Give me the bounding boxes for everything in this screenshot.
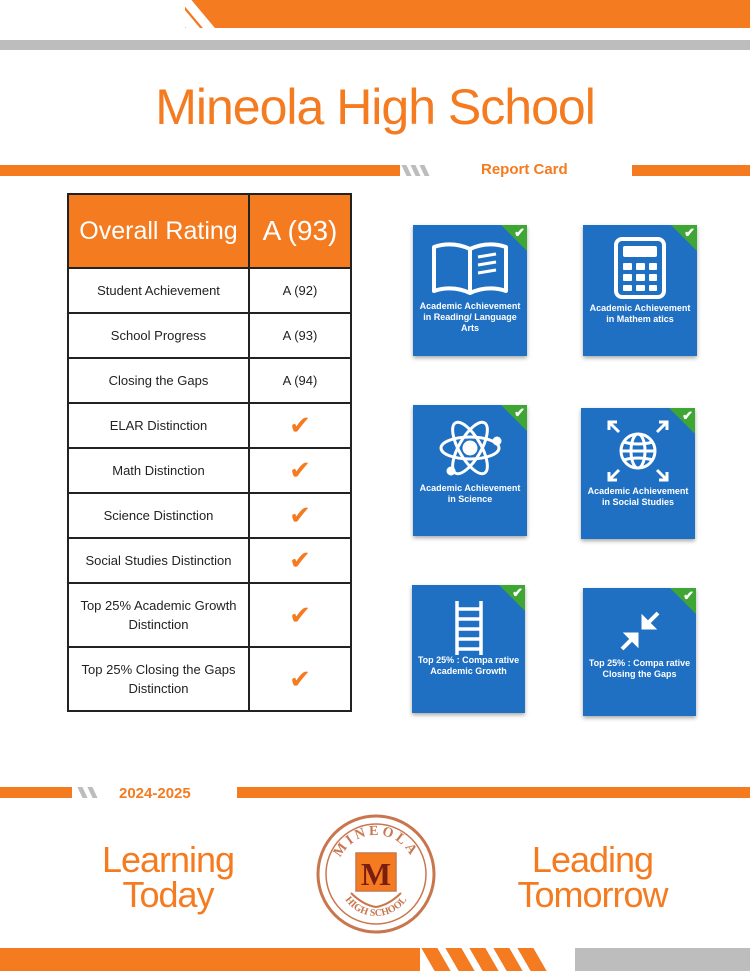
tile-label: Academic Achievement in Reading/ Language Arts — [419, 301, 521, 333]
logo-bottom-text: HIGH SCHOOL — [342, 894, 410, 920]
footer-gray-slash-2 — [87, 787, 97, 798]
tile-science — [413, 405, 527, 536]
table-row — [68, 313, 351, 358]
table-row — [68, 403, 351, 448]
slogan-right — [490, 839, 695, 915]
check-icon: ✔ — [249, 538, 351, 583]
check-icon: ✔ — [249, 403, 351, 448]
check-icon: ✔ — [683, 588, 694, 603]
row-label: Top 25% Closing the Gaps Distinction — [68, 647, 249, 711]
overall-rating-row — [68, 194, 351, 268]
top-white-cut — [0, 0, 185, 28]
bottom-orange-bar — [0, 948, 420, 971]
row-label: Social Studies Distinction — [68, 538, 249, 583]
book-icon — [413, 231, 527, 305]
bottom-gray-bar — [575, 948, 750, 971]
row-label: Math Distinction — [68, 448, 249, 493]
tile-math — [583, 225, 697, 356]
overall-rating-label: Overall Rating — [68, 194, 249, 268]
row-value: A (93) — [249, 313, 351, 358]
stripe-gray-slash-2 — [410, 165, 420, 176]
check-icon: ✔ — [514, 405, 525, 420]
footer-gray-slash-1 — [77, 787, 87, 798]
bottom-slash-4 — [493, 948, 522, 971]
page-title: Mineola High School — [155, 79, 595, 135]
tile-academic-growth — [412, 585, 525, 713]
school-year: 2024-2025 — [119, 785, 191, 802]
tile-closing-gaps — [583, 588, 696, 716]
tile-label: Academic Achievement in Mathem atics — [589, 303, 691, 324]
subtitle-right-stripe — [632, 165, 750, 176]
row-label: Science Distinction — [68, 493, 249, 538]
row-label: Top 25% Academic Growth Distinction — [68, 583, 249, 647]
check-icon: ✔ — [514, 225, 525, 240]
check-icon: ✔ — [249, 448, 351, 493]
stripe-gray-slash-3 — [419, 165, 429, 176]
table-row — [68, 538, 351, 583]
row-value: A (92) — [249, 268, 351, 313]
check-icon: ✔ — [512, 585, 523, 600]
logo-letter: M — [360, 856, 392, 892]
check-icon: ✔ — [684, 225, 695, 240]
footer-right-stripe — [237, 787, 750, 798]
tile-social-studies — [581, 408, 695, 539]
bottom-slash-1 — [421, 948, 450, 971]
ladder-icon — [412, 591, 525, 665]
check-icon: ✔ — [249, 647, 351, 711]
slogan-left-line-2: Today — [122, 874, 214, 915]
table-row — [68, 358, 351, 403]
table-row — [68, 583, 351, 647]
row-label: ELAR Distinction — [68, 403, 249, 448]
tile-reading — [413, 225, 527, 356]
slogan-right-line-1: Leading — [531, 839, 654, 880]
report-card-table — [67, 193, 352, 712]
slogan-right-line-2: Tomorrow — [517, 874, 668, 915]
table-row — [68, 448, 351, 493]
top-gray-bar — [0, 40, 750, 50]
row-label: Closing the Gaps — [68, 358, 249, 403]
table-row — [68, 493, 351, 538]
subtitle-left-stripe — [0, 165, 400, 176]
school-logo — [315, 813, 437, 935]
row-label: Student Achievement — [68, 268, 249, 313]
table-row — [68, 647, 351, 711]
bottom-slash-3 — [469, 948, 498, 971]
check-icon: ✔ — [682, 408, 693, 423]
tile-label: Academic Achievement in Social Studies — [587, 486, 689, 507]
stripe-gray-slash-1 — [401, 165, 411, 176]
row-label: School Progress — [68, 313, 249, 358]
bottom-slash-2 — [445, 948, 474, 971]
check-icon: ✔ — [249, 493, 351, 538]
slogan-left — [78, 839, 258, 915]
report-card-subtitle: Report Card — [481, 161, 568, 178]
globe-icon — [581, 414, 695, 488]
table-row — [68, 268, 351, 313]
logo-top-text: MINEOLA — [330, 823, 422, 860]
tile-label: Top 25% : Compa rative Closing the Gaps — [588, 658, 691, 679]
tile-label: Academic Achievement in Science — [419, 483, 521, 504]
atom-icon — [413, 411, 527, 485]
converge-arrows-icon — [583, 594, 696, 668]
check-icon: ✔ — [249, 583, 351, 647]
calculator-icon — [583, 231, 697, 305]
footer-left-stripe — [0, 787, 72, 798]
bottom-slash-5 — [517, 948, 546, 971]
slogan-left-line-1: Learning — [101, 839, 235, 880]
overall-rating-value: A (93) — [249, 194, 351, 268]
row-value: A (94) — [249, 358, 351, 403]
tile-label: Top 25% : Compa rative Academic Growth — [417, 655, 520, 676]
